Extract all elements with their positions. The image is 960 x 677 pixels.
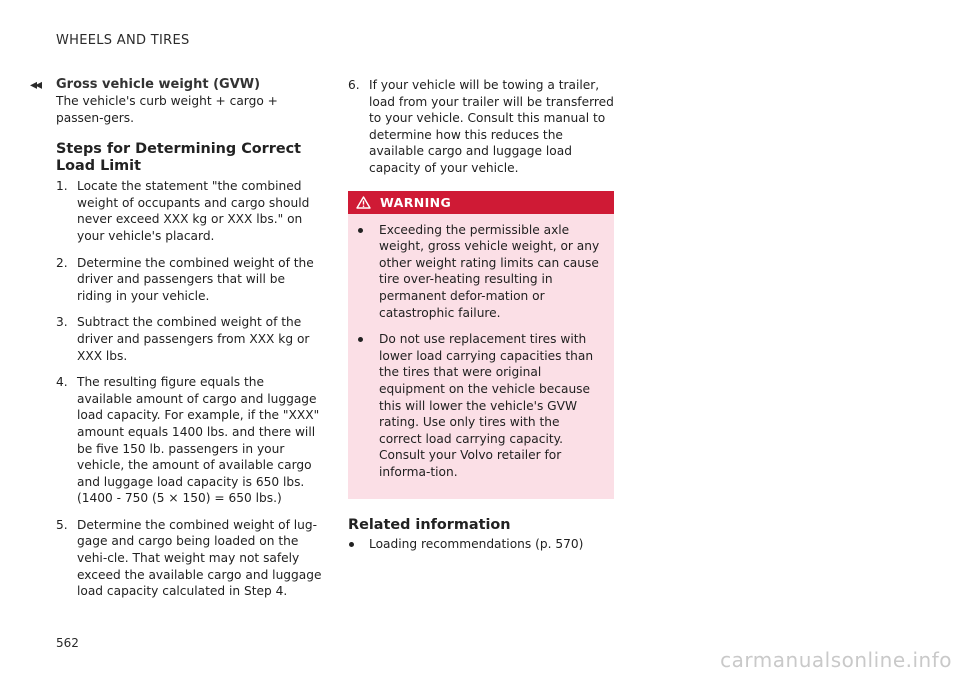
continued-marker: ◂◂ [30, 77, 41, 93]
step-number: 5. [56, 517, 68, 532]
warning-header [348, 191, 614, 214]
warning-text: Do not use replacement tires with lower load carrying capacities than the tires that were original equipment on the vehicle because this will lower the vehicle's GVW rating. Use only tires with the correct load carrying capacity. Consult your Volvo retailer for informa-tion. [379, 332, 594, 479]
warning-text: Exceeding the permissible axle weight, gross vehicle weight, or any other weight rating limits can cause tire over-heating resulting in permanent defor-mation or catastrophic failure. [379, 222, 600, 320]
step-number: 4. [56, 375, 68, 390]
step-number: 2. [56, 255, 68, 270]
related-link-text[interactable]: Loading recommendations (p. 570) [369, 537, 584, 552]
section-header: WHEELS AND TIRES [56, 33, 190, 48]
step-text: If your vehicle will be towing a trailer, load from your trailer will be transferred to your vehicle. Consult this manual to determine how this reduces the available cargo and luggage load capacity of your vehicle. [369, 78, 614, 175]
step-text: Determine the combined weight of lug-gage and cargo being loaded on the vehi-cle. That weight may not safely exceed the available cargo and luggage load capacity calculated in Step 4. [77, 517, 322, 599]
step-item [56, 517, 322, 600]
bullet-icon [358, 337, 363, 342]
step-number: 3. [56, 315, 68, 330]
related-heading: Related information [348, 517, 511, 534]
warning-title: WARNING [380, 194, 452, 210]
watermark: carmanualsonline.info [720, 648, 952, 672]
step-text: Locate the statement "the combined weight of occupants and cargo should never exceed XXX kg or XXX lbs." on your vehicle's placard. [77, 179, 310, 243]
left-column [56, 77, 322, 610]
step-number: 1. [56, 179, 68, 194]
steps-list [56, 178, 322, 600]
page-number: 562 [56, 636, 79, 650]
right-column [348, 77, 614, 553]
step-text: Determine the combined weight of the driver and passengers that will be riding in your vehicle. [77, 255, 314, 303]
related-list [348, 536, 614, 553]
step-item [56, 314, 322, 364]
step-item [56, 374, 322, 507]
step-text: Subtract the combined weight of the driver and passengers from XXX kg or XXX lbs. [77, 315, 310, 363]
steps-heading: Steps for Determining Correct Load Limit [56, 141, 302, 175]
warning-item [348, 222, 604, 322]
bullet-icon [349, 542, 354, 547]
step-number: 6. [348, 78, 360, 92]
warning-item [348, 331, 604, 480]
step-item [56, 255, 322, 305]
warning-list [348, 214, 614, 481]
step-item [56, 178, 322, 244]
step-item [348, 77, 614, 177]
related-link[interactable] [348, 536, 614, 553]
warning-box [348, 191, 614, 500]
step-text: The resulting figure equals the available amount of cargo and luggage load capacity. For example, if the "XXX" amount equals 1400 lbs. and there will be five 150 lb. passengers in your vehicle, the amount of available cargo and luggage load capacity is 650 lbs. (1400 - 750 (5 × 150) = 650 lbs.) [77, 375, 320, 506]
gvw-definition: The vehicle's curb weight + cargo + passen-gers. [56, 94, 278, 125]
steps-list-continued [348, 77, 614, 177]
warning-triangle-icon [356, 196, 371, 209]
gvw-heading: Gross vehicle weight (GVW) [56, 77, 261, 92]
bullet-icon [358, 228, 363, 233]
